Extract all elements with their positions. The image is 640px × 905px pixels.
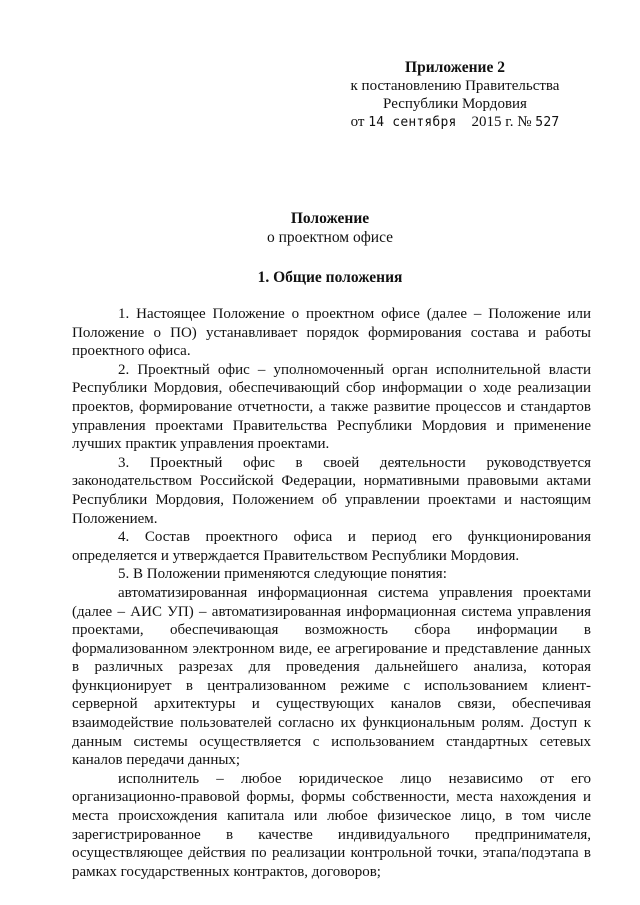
annex-line-republic: Республики Мордовия <box>383 96 527 112</box>
paragraph-2: 2. Проектный офис – уполномоченный орган исполнительной власти Республики Мордовия, обеспечивающий сбор информации о ходе реализации проектов, формирование отчетности, а также развитие процессов и стандартов управления проектами Правительства Республики Мордовия и применение лучших практик управления проектами. <box>72 361 591 453</box>
document-title: Положение <box>290 210 370 227</box>
paragraph-5: 5. В Положении применяются следующие понятия: <box>118 566 447 583</box>
document-body <box>72 305 591 881</box>
paragraph-3: 3. Проектный офис в своей деятельности руководствуется законодательством Российской Федерации, нормативными правовыми актами Республики Мордовия, Положением об управлении проектами и настоящим Положением. <box>72 454 591 527</box>
annex-line-resolution: к постановлению Правительства <box>350 78 560 94</box>
annex-date-prefix: от <box>350 114 365 130</box>
document-title-block <box>60 209 600 247</box>
annex-block <box>330 59 580 132</box>
annex-date-handwritten: 14 сентября <box>368 115 457 130</box>
definition-executor: исполнитель – любое юридическое лицо независимо от его организационно-правовой формы, формы собственности, места нахождения и места происхождения капитала или любое физическое лицо, в том числе зарегистрированное в качестве индивидуального предпринимателя, осуществляющее действия по реализации контрольной точки, этапа/подэтапа в рамках государственных контрактов, договоров; <box>72 770 591 880</box>
paragraph-4: 4. Состав проектного офиса и период его функционирования определяется и утверждается Правительством Республики Мордовия. <box>72 529 591 564</box>
definition-ais-up: автоматизированная информационная система управления проектами (далее – АИС УП) – автоматизированная информационная система управления проектами, обеспечивающая возможность сбора информации в формализованном электронном виде, ее агрегирование и представление данных в различных разрезах для проведения дальнейшего анализа, которая функционирует в централизованном режиме с использованием клиент-серверной архитектуры и существующих каналов связи, обеспечивая взаимодействие пользователей согласно их функциональным ролям. Доступ к данным системы осуществляется с использованием стандартных сетевых каналов передачи данных; <box>72 584 591 769</box>
annex-date-line <box>330 113 580 132</box>
annex-title: Приложение 2 <box>405 59 505 76</box>
section-title: 1. Общие положения <box>257 269 403 286</box>
paragraph-1: 1. Настоящее Положение о проектном офисе (далее – Положение или Положение о ПО) устанавливает порядок формирования состава и работы проектного офиса. <box>72 306 591 360</box>
annex-date-suffix: 2015 г. № <box>471 114 532 130</box>
document-subtitle: о проектном офисе <box>266 229 394 246</box>
annex-number-handwritten: 527 <box>535 115 560 130</box>
